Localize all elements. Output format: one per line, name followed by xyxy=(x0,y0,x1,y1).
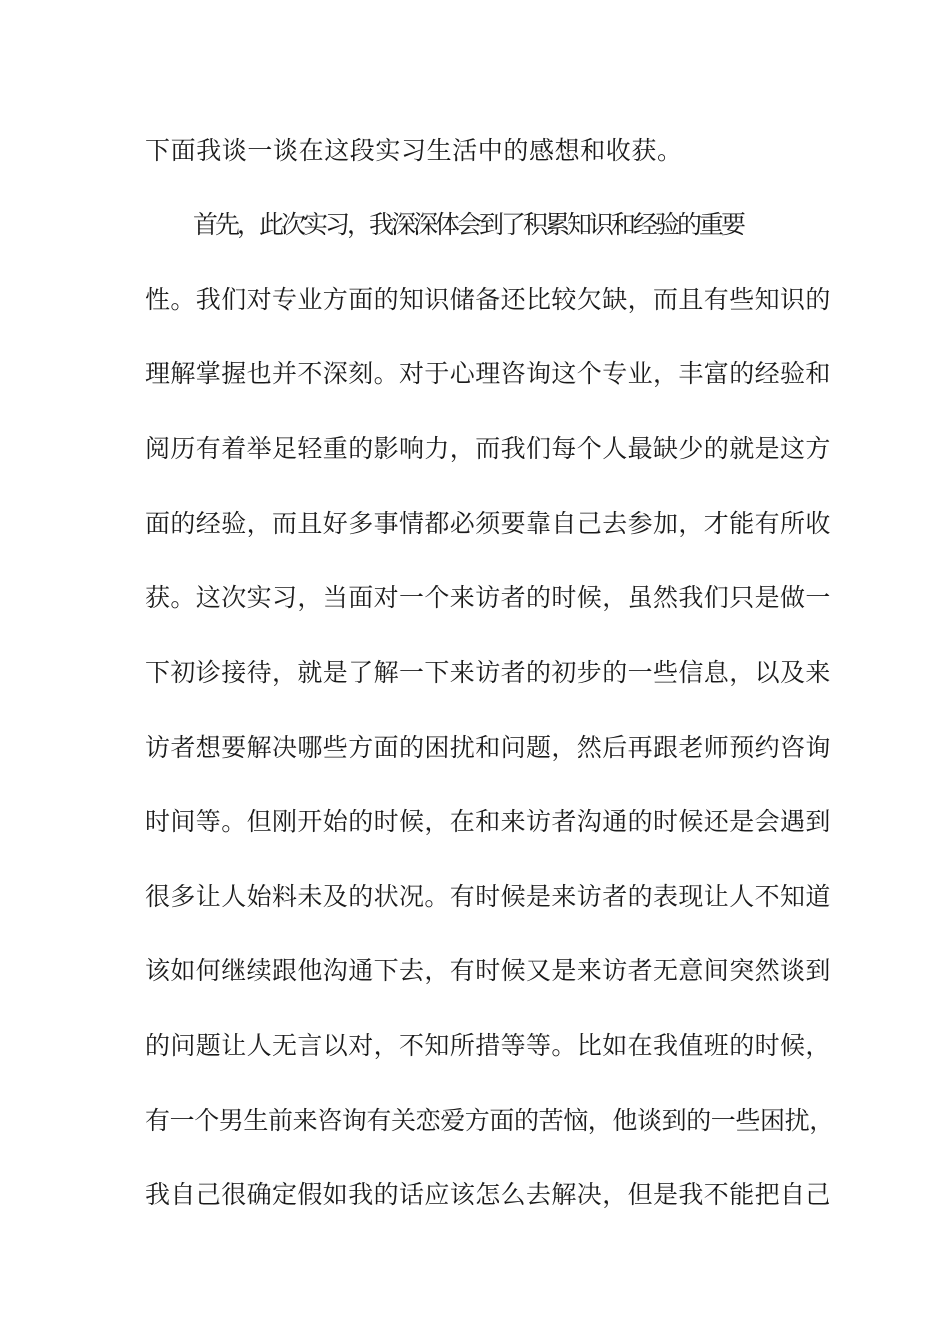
text-line: 下初诊接待，就是了解一下来访者的初步的一些信息，以及来 xyxy=(145,658,831,687)
text-line: 有一个男生前来咨询有关恋爱方面的苦恼，他谈到的一些困扰， xyxy=(145,1106,834,1135)
text-line: 下面我谈一谈在这段实习生活中的感想和收获。 xyxy=(145,136,683,165)
text-line: 阅历有着举足轻重的影响力，而我们每个人最缺少的就是这方 xyxy=(145,434,831,463)
text-line: 时间等。但刚开始的时候，在和来访者沟通的时候还是会遇到 xyxy=(145,807,831,836)
text-line: 面的经验，而且好多事情都必须要靠自己去参加，才能有所收 xyxy=(145,509,831,538)
text-line: 访者想要解决哪些方面的困扰和问题，然后再跟老师预约咨询 xyxy=(145,733,831,762)
text-line: 该如何继续跟他沟通下去，有时候又是来访者无意间突然谈到 xyxy=(145,956,831,985)
text-line: 我自己很确定假如我的话应该怎么去解决，但是我不能把自己 xyxy=(145,1180,831,1209)
text-line: 理解掌握也并不深刻。对于心理咨询这个专业，丰富的经验和 xyxy=(145,359,831,388)
text-line: 性。我们对专业方面的知识储备还比较欠缺，而且有些知识的 xyxy=(145,285,831,314)
text-line: 的问题让人无言以对，不知所措等等。比如在我值班的时候， xyxy=(145,1031,831,1060)
paragraph-first-line: 首先，此次实习，我深深体会到了积累知识和经验的重要 xyxy=(193,210,744,239)
text-line: 很多让人始料未及的状况。有时候是来访者的表现让人不知道 xyxy=(145,882,831,911)
text-line: 获。这次实习，当面对一个来访者的时候，虽然我们只是做一 xyxy=(145,583,831,612)
